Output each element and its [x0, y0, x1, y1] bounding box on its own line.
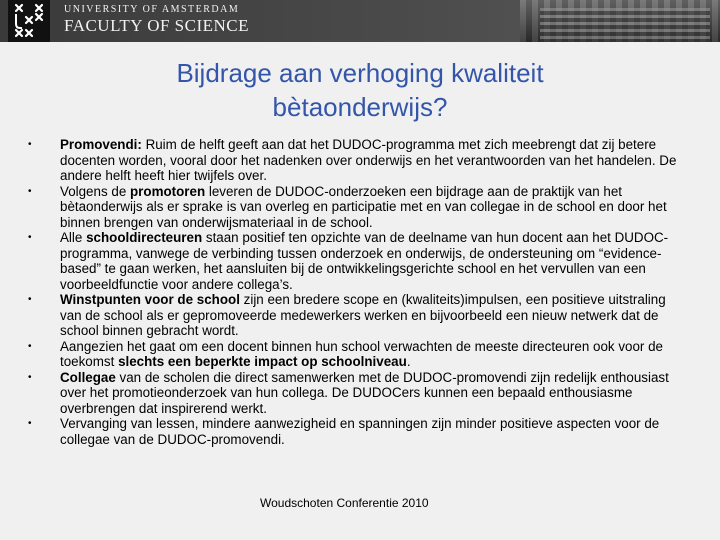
bullet-text: . — [406, 354, 411, 369]
bullet-bold: schooldirecteuren — [86, 230, 203, 245]
footer-text: Woudschoten Conferentie 2010 — [260, 496, 429, 510]
bullet-text: Ruim de helft geeft aan dat het DUDOC-programma met zich meebrengt dat zij betere docenten worden, vooral door het nadenken over onderwijs en het verantwoorden van het handelen. De andere helft heeft hier twijfels over. — [60, 137, 677, 183]
bullet-bold: promotoren — [130, 183, 206, 199]
bullet-text: Vervanging van lessen, mindere aanwezigheid en spanningen zijn minder positieve aspecten voor de collegae van de DUDOC-promovendi. — [60, 416, 660, 447]
slide-title-line-1: Bijdrage aan verhoging kwaliteit — [176, 58, 544, 88]
bullet-text: Aangezien het gaat om een docent binnen hun school verwachten de meeste directeuren ook voor de toekomst — [60, 338, 663, 369]
bullet-text: Volgens de — [60, 183, 130, 199]
bullet-bold: Winstpunten voor de school — [60, 292, 240, 307]
faculty-title: FACULTY OF SCIENCE — [64, 16, 250, 35]
university-name: UNIVERSITY OF AMSTERDAM — [64, 4, 240, 15]
bullet-text: van de scholen die direct samenwerken met de DUDOC-promovendi zijn redelijk enthousiast over het promotieonderzoek van hun collega. De DUDOCers kunnen een bepaald enthousiasme overbrengen dat inspirerend werkt. — [60, 369, 669, 416]
bullet-text: zijn een bredere scope en (kwaliteits)impulsen, een positieve uitstraling van de school als er gepromoveerde medewerkers werken en bijvoorbeeld een nieuw netwerk dat de school binnen gebracht wordt. — [60, 292, 666, 338]
bullet-list — [28, 137, 678, 447]
bullet-dot: • — [28, 371, 32, 383]
faculty-name — [64, 4, 249, 36]
slide-title-line-2: bètaonderwijs? — [272, 92, 448, 122]
bullet-item — [28, 230, 678, 292]
bullet-bold: Promovendi: — [60, 137, 142, 152]
bullet-item — [28, 416, 678, 447]
bullet-item — [28, 184, 678, 231]
bullet-text: leveren de DUDOC-onderzoeken een bijdrage aan de praktijk van het bètaonderwijs als er sprake is van overleg en participatie met en van collegae in de school en door het binnen brengen van onderwijsmateriaal in de school. — [60, 183, 667, 230]
bullet-item — [28, 370, 678, 417]
bullet-bold: Collegae — [60, 369, 116, 385]
bullet-bold: slechts een beperkte impact op schoolniveau — [118, 354, 407, 369]
bullet-text: Alle — [60, 230, 87, 245]
uva-crosses-logo-icon — [8, 0, 50, 42]
bullet-text: staan positief ten opzichte van de deelname van hun docent aan het DUDOC-programma, vanwege de verbinding tussen onderzoek en onderwijs, de ondersteuning om “evidence-based” te gaan werken, het aansluiten bij de ontwikkelingsgerichte school en het vervullen van een voorbeeldfunctie voor andere collega’s. — [60, 230, 669, 292]
slide-title — [60, 56, 660, 124]
bullet-item — [28, 137, 678, 184]
bullet-dot: • — [28, 340, 32, 352]
bullet-dot: • — [28, 139, 32, 150]
bullet-dot: • — [28, 294, 32, 305]
header-banner — [0, 0, 720, 42]
bullet-dot: • — [28, 185, 32, 197]
bullet-item — [28, 292, 678, 339]
bullet-item — [28, 339, 678, 370]
building-photo — [520, 0, 720, 42]
bullet-dot: • — [28, 232, 32, 243]
bullet-dot: • — [28, 418, 32, 429]
